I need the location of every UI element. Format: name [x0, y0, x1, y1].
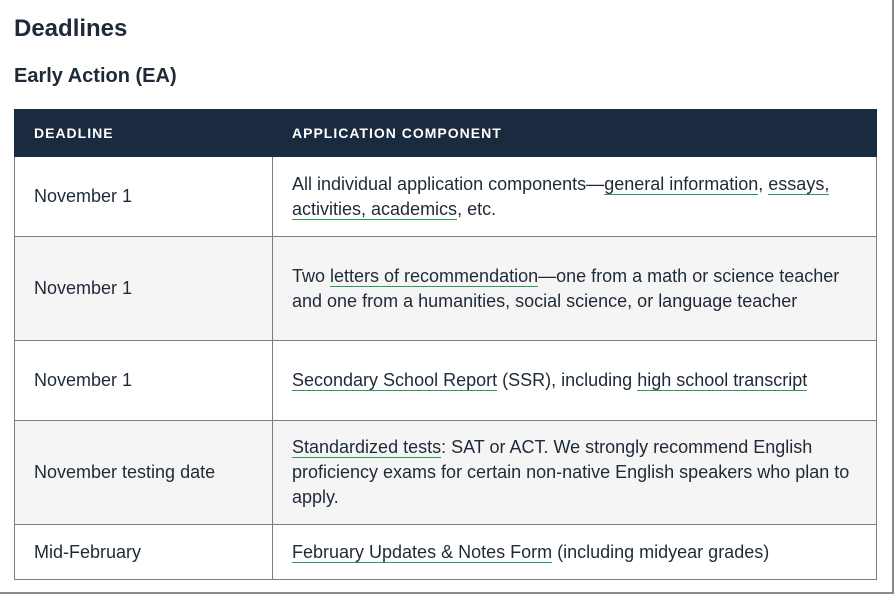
table-row	[15, 237, 877, 341]
table-row	[15, 341, 877, 421]
february-updates-notes-form-link[interactable]: February Updates & Notes Form	[292, 541, 553, 562]
cell-text: ,	[758, 173, 769, 194]
component-cell	[273, 157, 877, 237]
cell-text: All individual application components—	[292, 173, 605, 194]
deadlines-table	[14, 109, 877, 580]
early-action-heading: Early Action (EA)	[14, 65, 177, 87]
table-row	[15, 157, 877, 237]
cell-text: (SSR), including	[497, 370, 638, 390]
deadline-cell: November testing date	[15, 421, 273, 525]
table-header-row	[15, 110, 877, 157]
cell-text: (including midyear grades)	[552, 541, 770, 562]
deadlines-section	[14, 12, 876, 562]
essays-activities-academics-link[interactable]: essays, activities, academics	[292, 173, 830, 219]
general-information-link[interactable]: general information	[604, 173, 759, 194]
component-column-header: APPLICATION COMPONENT	[273, 110, 877, 157]
table-row	[15, 421, 877, 525]
deadline-cell: November 1	[15, 237, 273, 341]
component-cell	[273, 237, 877, 341]
component-cell	[273, 525, 877, 580]
cell-text: : SAT or ACT. We strongly recommend English proficiency exams for certain non-native English speakers who plan to apply.	[292, 437, 850, 507]
section-title: Deadlines	[14, 15, 128, 42]
table-row	[15, 525, 877, 580]
deadline-cell: Mid-February	[15, 525, 273, 580]
cell-text: , etc.	[457, 198, 497, 219]
letters-of-recommendation-link[interactable]: letters of recommendation	[330, 265, 539, 286]
deadline-cell: November 1	[15, 341, 273, 421]
secondary-school-report-link[interactable]: Secondary School Report	[292, 370, 498, 390]
high-school-transcript-link[interactable]: high school transcript	[637, 370, 808, 390]
deadline-column-header: DEADLINE	[15, 110, 273, 157]
component-cell	[273, 341, 877, 421]
cell-text: Two	[292, 265, 331, 286]
component-cell	[273, 421, 877, 525]
deadline-cell: November 1	[15, 157, 273, 237]
standardized-tests-link[interactable]: Standardized tests	[292, 437, 442, 457]
cell-text: —one from a math or science teacher and one from a humanities, social science, or language teacher	[292, 265, 840, 311]
